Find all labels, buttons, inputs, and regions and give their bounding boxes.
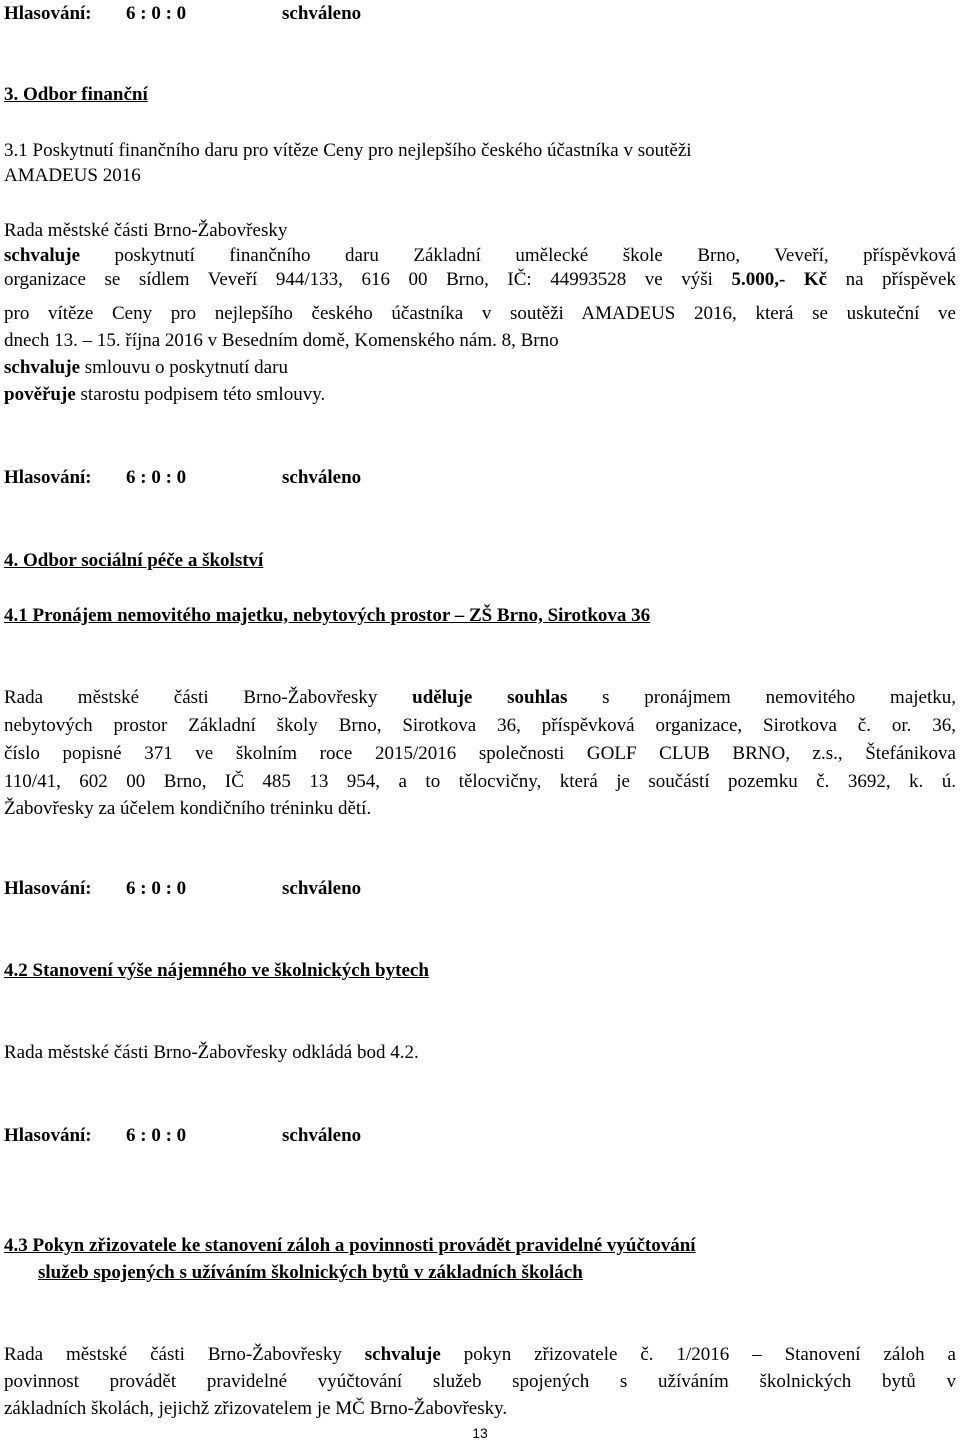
vote-result: 6 : 0 : 0 [126,3,187,24]
vote-label: Hlasování: [4,3,92,24]
vote-result: 6 : 0 : 0 [126,878,187,899]
vote-label: Hlasování: [4,1125,92,1146]
paragraph-line: Žabovřesky za účelem kondičního tréninku dětí. [4,798,372,819]
decision-verb: schvaluje [4,357,80,378]
paragraph-line: Rada městské části Brno-Žabovřesky schvaluje pokyn zřizovatele č. 1/2016 – Stanovení záloh a [4,1344,956,1365]
vote-label: Hlasování: [4,878,92,899]
item-title: 4.3 Pokyn zřizovatele ke stanovení záloh a povinnosti provádět pravidelné vyúčtování [4,1235,696,1256]
paragraph-line: pověřuje starostu podpisem této smlouvy. [4,384,326,405]
decision-verb: pověřuje [4,384,76,405]
paragraph-line: Rada městské části Brno-Žabovřesky odkládá bod 4.2. [4,1042,419,1063]
vote-status: schváleno [282,3,362,24]
paragraph-line: pro vítěze Ceny pro nejlepšího českého účastníka v soutěži AMADEUS 2016, která se uskuteční ve [4,303,956,324]
paragraph-line: základních školách, jejichž zřizovatelem je MČ Brno-Žabovřesky. [4,1398,508,1419]
item-title: 4.1 Pronájem nemovitého majetku, nebytových prostor – ZŠ Brno, Sirotkova 36 [4,605,651,626]
paragraph-line: 110/41, 602 00 Brno, IČ 485 13 954, a to tělocvičny, která je součástí pozemku č. 3692, k. ú. [4,771,956,792]
vote-status: schváleno [282,467,362,488]
paragraph-line: Rada městské části Brno-Žabovřesky uděluje souhlas s pronájmem nemovitého majetku, [4,687,956,708]
section-heading: 3. Odbor finanční [4,84,148,105]
amount: 5.000,- Kč [731,269,828,290]
decision-verb: schvaluje [4,245,80,266]
item-title: 4.2 Stanovení výše nájemného ve školnických bytech [4,960,429,981]
paragraph-line: organizace se sídlem Veveří 944/133, 616 00 Brno, IČ: 44993528 ve výši 5.000,- Kč na příspěvek [4,269,956,290]
item-title-continued: AMADEUS 2016 [4,165,141,186]
paragraph-line: Rada městské části Brno-Žabovřesky [4,220,288,241]
vote-result: 6 : 0 : 0 [126,467,187,488]
paragraph-line: schvaluje smlouvu o poskytnutí daru [4,357,288,378]
paragraph-line: dnech 13. – 15. října 2016 v Besedním domě, Komenského nám. 8, Brno [4,330,559,351]
page-number: 13 [472,1425,488,1441]
decision-verb: uděluje [412,687,473,708]
vote-label: Hlasování: [4,467,92,488]
paragraph-line: nebytových prostor Základní školy Brno, Sirotkova 36, příspěvková organizace, Sirotkova č. or. 36, [4,715,956,736]
paragraph-line: číslo popisné 371 ve školním roce 2015/2016 společnosti GOLF CLUB BRNO, z.s., Štefánikova [4,743,956,764]
paragraph-line: povinnost provádět pravidelné vyúčtování služeb spojených s užíváním školnických bytů v [4,1371,956,1392]
vote-result: 6 : 0 : 0 [126,1125,187,1146]
paragraph-line: schvaluje poskytnutí finančního daru Základní umělecké škole Brno, Veveří, příspěvková [4,245,956,266]
section-heading: 4. Odbor sociální péče a školství [4,550,264,571]
item-title-continued: služeb spojených s užíváním školnických bytů v základních školách [38,1262,583,1283]
vote-status: schváleno [282,1125,362,1146]
vote-status: schváleno [282,878,362,899]
decision-verb: souhlas [507,687,568,708]
item-title: 3.1 Poskytnutí finančního daru pro vítěze Ceny pro nejlepšího českého účastníka v soutěži [4,140,692,161]
decision-verb: schvaluje [364,1344,441,1365]
